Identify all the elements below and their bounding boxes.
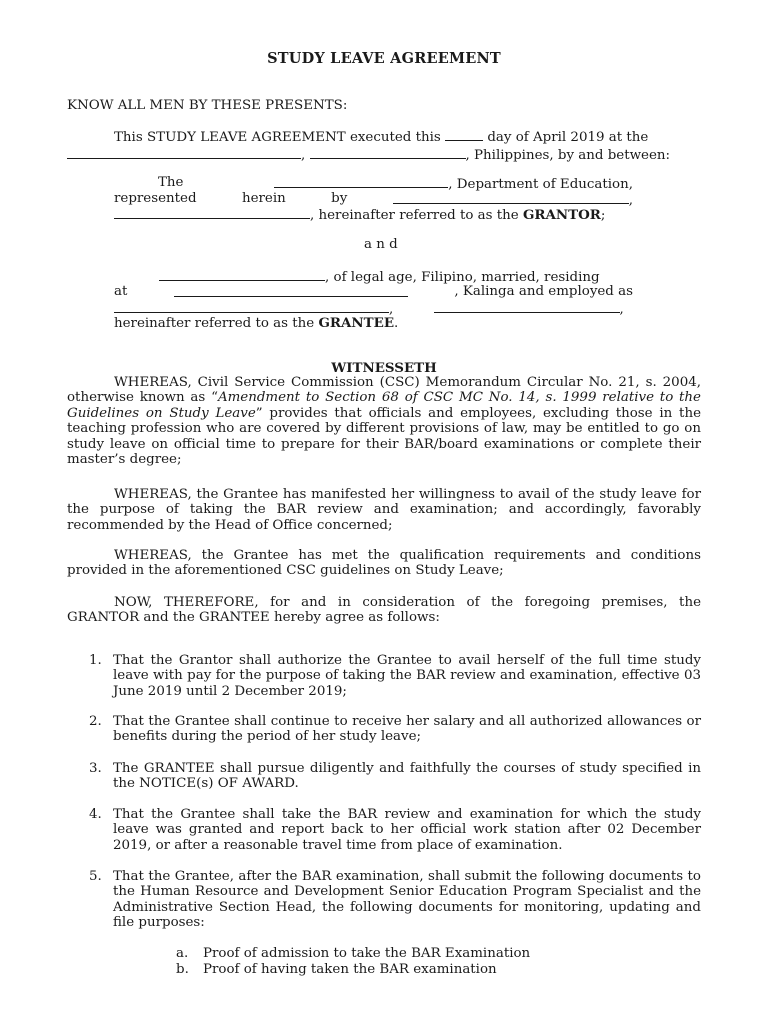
sub-list-item: a. Proof of admission to take the BAR Examination [176,946,531,961]
grantee-name-blank [159,268,325,281]
position-blank [114,300,389,313]
place-blank-2 [310,146,466,159]
whereas-paragraph-2: WHEREAS, the Grantee has manifested her willingness to avail of the study leave for the purpose of taking the BAR review and examination; and accordingly, favorably recommended by the Head of Office concerned; [67,487,701,533]
document-title: STUDY LEAVE AGREEMENT [267,50,501,67]
grantee-line-1: , of legal age, Filipino, married, residing [159,268,600,286]
list-item: 1. That the Grantor shall authorize the Grantee to avail herself of the full time study leave with pay for the purpose of taking the BAR review and examination, effective 03 June 2019 until 2 December 2019; [89,653,701,699]
grantee-line-3: , , [114,300,624,318]
now-therefore-paragraph: NOW, THEREFORE, for and in consideration of the foregoing premises, the GRANTOR and the GRANTEE hereby agree as follows: [67,595,701,626]
representative-title-blank [114,206,310,219]
residence-blank [174,284,408,297]
day-blank [445,128,483,141]
sub-list-item: b. Proof of having taken the BAR examination [176,962,497,977]
and-separator: a n d [364,237,398,252]
intro-line-2: , , Philippines, by and between: [67,146,670,164]
witnesseth-heading: WITNESSETH [331,360,437,376]
intro-line-1: This STUDY LEAVE AGREEMENT executed this day of April 2019 at the [114,130,649,145]
representative-blank [393,191,629,204]
place-blank-1 [67,146,301,159]
grantor-line-1: The , Department of Education, [158,175,633,192]
grantor-line-3: , hereinafter referred to as the GRANTOR; [114,206,605,224]
grantee-line-2: at , Kalinga and employed as [114,284,633,299]
whereas-paragraph-3: WHEREAS, the Grantee has met the qualification requirements and conditions provided in the aforementioned CSC guidelines on Study Leave; [67,548,701,579]
grantor-line-2: represented herein by , [114,191,633,208]
opening-line: KNOW ALL MEN BY THESE PRESENTS: [67,98,348,113]
list-item: 4. That the Grantee shall take the BAR review and examination for which the study leave was granted and report back to her official work station after 02 December 2019, or after a reasonable travel time from place of examination. [89,807,701,853]
grantor-name-blank [274,175,448,188]
grantee-line-4: hereinafter referred to as the GRANTEE. [114,315,399,331]
list-item: 5. That the Grantee, after the BAR examination, shall submit the following documents to the Human Resource and Development Senior Education Program Specialist and the Administrative Section Head, the following documents for monitoring, updating and file purposes: [89,869,701,931]
list-item: 3. The GRANTEE shall pursue diligently and faithfully the courses of study specified in the NOTICE(s) OF AWARD. [89,761,701,792]
whereas-paragraph-1: WHEREAS, Civil Service Commission (CSC) Memorandum Circular No. 21, s. 2004, otherwise known as “Amendment to Section 68 of CSC MC No. 14, s. 1999 relative to the Guidelines on Study Leave” provides that officials and employees, excluding those in the teaching profession who are covered by different provisions of law, may be entitled to go on study leave on official time to prepare for their BAR/board examinations or complete their master’s degree; [67,375,701,468]
station-blank [434,300,620,313]
list-item: 2. That the Grantee shall continue to receive her salary and all authorized allowances or benefits during the period of her study leave; [89,714,701,745]
